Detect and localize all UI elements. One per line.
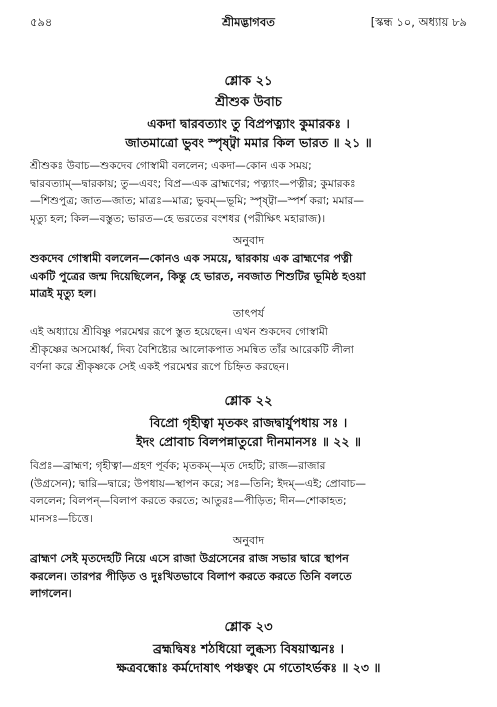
synonym-line: —শিশুপুত্র; জাত—জাত; মাত্রঃ—মাত্র; ভুবম্—ভূমি; স্পৃষ্ট্বা—স্পর্শ করা; মমার— xyxy=(30,195,364,207)
synonym-line: বললেন; বিলপন্—বিলাপ করতে করতে; আতুরঃ—পীড়িত; দীন—শোকাহত; xyxy=(30,495,347,507)
running-header xyxy=(30,14,467,32)
translation-line: একটি পুত্রের জন্ম দিয়েছিলেন, কিন্তু হে ভারত, নবজাত শিশুটির ভূমিষ্ঠ হওয়া xyxy=(30,269,366,283)
verse-22-translation-heading: অনুবাদ xyxy=(232,534,265,547)
verse-22-heading: শ্লোক ২২ xyxy=(224,394,273,409)
verse-line: জাতমাত্রো ভুবং স্পৃষ্ট্বা মমার কিল ভারত ॥ ২১ ॥ xyxy=(125,135,372,150)
verse-line: ক্ষত্রবন্ধোঃ কর্মদোষাৎ পঞ্চত্বং মে গতোঽর্ভকঃ ॥ ২৩ ॥ xyxy=(116,660,381,675)
verse-21-translation-heading: অনুবাদ xyxy=(232,234,265,247)
verse-21-purport xyxy=(30,324,467,377)
verse-21-synonyms xyxy=(30,158,467,228)
synonym-line: মানসঃ—চিত্তে। xyxy=(30,512,93,525)
translation-line: লাগলেন। xyxy=(30,587,72,600)
verse-22-translation xyxy=(30,550,467,603)
chapter-reference: [স্কন্ধ ১০, অধ্যায় ৮৯ xyxy=(370,15,467,29)
translation-line: করলেন। তারপর পীড়িত ও দুঃখিতভাবে বিলাপ করতে করতে তিনি বলতে xyxy=(30,569,352,583)
verse-22-text xyxy=(30,413,467,451)
purport-line: এই অধ্যায়ে শ্রীবিষ্ণু পরমেশ্বর রূপে স্তুত হয়েছেন। এখন শুকদেব গোস্বামী xyxy=(30,326,328,338)
verse-22-synonyms xyxy=(30,458,467,528)
verse-line: বিপ্রো গৃহীত্বা মৃতকং রাজদ্বার্যুপধায় সঃ । xyxy=(149,415,348,430)
verse-21-speaker: শ্রীশুক উবাচ xyxy=(215,95,282,110)
verse-line: ইদং প্রোবাচ বিলপন্নাতুরো দীনমানসঃ ॥ ২২ ॥ xyxy=(136,434,361,449)
verse-line: একদা দ্বারবত্যাং তু বিপ্রপত্ন্যাং কুমারকঃ । xyxy=(147,116,350,131)
verse-21-heading: শ্লোক ২১ xyxy=(224,74,273,89)
synonym-line: বিপ্রঃ—ব্রাহ্মণ; গৃহীত্বা—গ্রহণ পূর্বক; মৃতকম্—মৃত দেহটি; রাজ—রাজার xyxy=(30,460,326,472)
verse-line: ব্রহ্মদ্বিষঃ শঠধিয়ো লুব্ধস্য বিষয়াত্মনঃ । xyxy=(153,641,344,656)
purport-line: শ্রীকৃষ্ণের অসমোর্ধ্ব, দিব্য বৈশিষ্ট্যের আলোকপাত সমন্বিত তাঁর আরেকটি লীলা xyxy=(30,343,354,356)
synonym-line: (উগ্রসেন); দ্বারি—দ্বারে; উপধায়—স্থাপন করে; সঃ—তিনি; ইদম্—এই; প্রোবাচ— xyxy=(30,477,366,490)
verse-21-translation xyxy=(30,250,467,303)
purport-line: বর্ণনা করে শ্রীকৃষ্ণকে সেই একই পরমেশ্বর রূপে চিহ্নিত করছেন। xyxy=(30,361,290,373)
verse-23-text xyxy=(30,639,467,677)
synonym-line: দ্বারবত্যাম্—দ্বারকায়; তু—এবং; বিপ্র—এক ব্রাহ্মণের; পত্ন্যাং—পত্নীর; কুমারকঃ xyxy=(30,177,356,190)
verse-21-purport-heading: তাৎপর্য xyxy=(232,307,265,320)
translation-line: শুকদেব গোস্বামী বললেন—কোনও এক সময়ে, দ্বারকায় এক ব্রাহ্মণের পত্নী xyxy=(30,252,353,265)
verse-21-text xyxy=(30,114,467,152)
synonym-line: শ্রীশুকঃ উবাচ—শুকদেব গোস্বামী বললেন; একদা—কোন এক সময়; xyxy=(30,160,312,172)
synonym-line: মৃত্যু হল; কিল—বস্তুত; ভারত—হে ভরতের বংশধর (পরীক্ষিৎ মহারাজ)। xyxy=(30,212,326,225)
translation-line: মাত্রই মৃত্যু হল। xyxy=(30,287,97,300)
book-title: শ্রীমদ্ভাগবত xyxy=(222,15,275,29)
verse-23-heading: শ্লোক ২৩ xyxy=(224,620,273,635)
translation-line: ব্রাহ্মণ সেই মৃতদেহটি নিয়ে এসে রাজা উগ্রসেনের রাজ সভার দ্বারে স্থাপন xyxy=(30,552,349,565)
page-number: ৫৯৪ xyxy=(30,15,53,29)
